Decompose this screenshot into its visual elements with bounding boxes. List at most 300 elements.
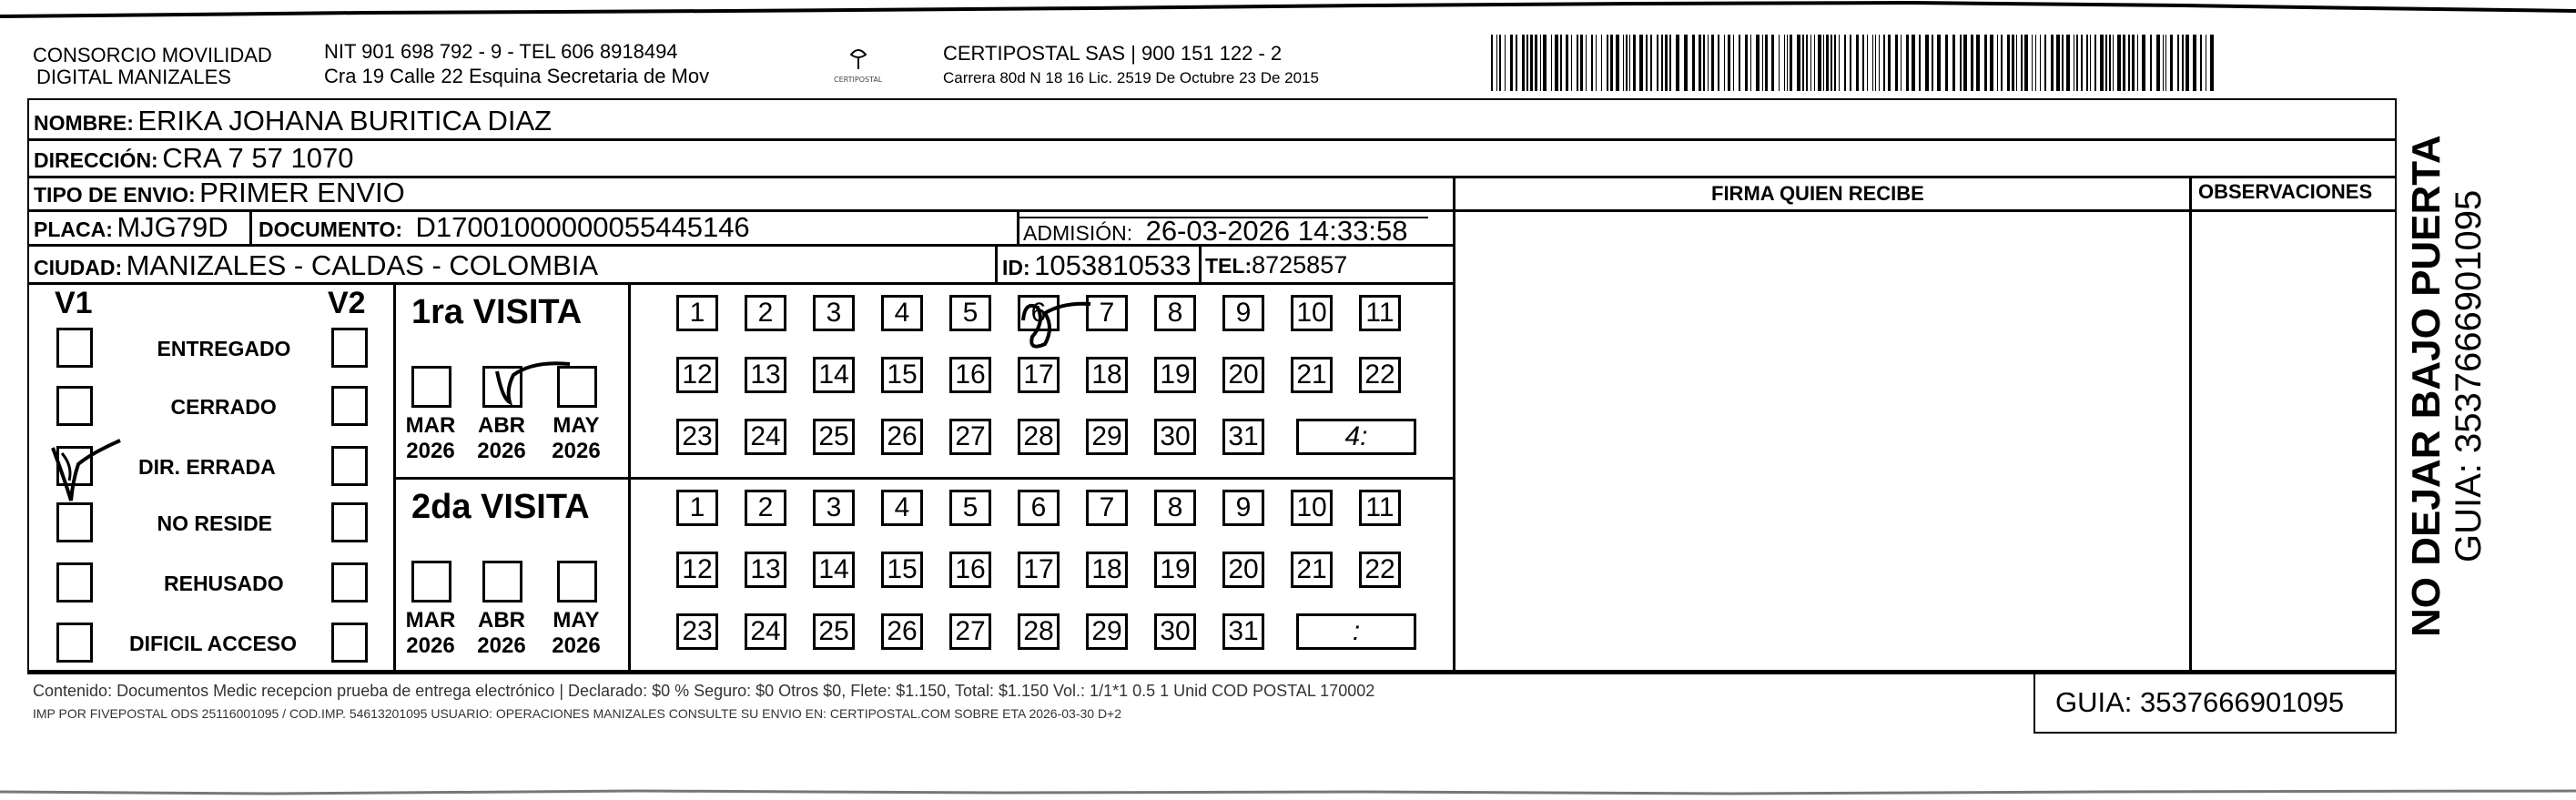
barcode-bar: [1566, 35, 1568, 91]
barcode-bar: [2032, 35, 2033, 91]
first-visit-day-box[interactable]: 12: [676, 357, 718, 393]
admision-value: 26-03-2026 14:33:58: [1145, 215, 1408, 247]
barcode-bar: [2024, 35, 2028, 91]
v2-label: V2: [328, 286, 366, 320]
first-visit-title: 1ra VISITA: [411, 293, 583, 331]
first-visit-day-box[interactable]: 6: [1018, 295, 1060, 331]
barcode-bar: [1522, 35, 1525, 91]
barcode-bar: [1555, 35, 1558, 91]
barcode-bar: [1505, 35, 1506, 91]
barcode-bar: [2016, 35, 2017, 91]
barcode-bar: [1834, 35, 1836, 91]
barcode-bar: [1639, 35, 1643, 91]
barcode-bar: [1850, 35, 1851, 91]
second-visit-day-box[interactable]: 8: [1154, 490, 1196, 526]
barcode-bar: [1919, 35, 1921, 91]
second-visit-day-box[interactable]: 29: [1086, 613, 1128, 650]
first-visit-day-box[interactable]: 11: [1359, 295, 1401, 331]
first-visit-day-box[interactable]: 8: [1154, 295, 1196, 331]
divider: [249, 209, 252, 244]
admision-row: [1023, 217, 1407, 245]
month-name: MAY: [553, 608, 600, 633]
address-text: Cra 19 Calle 22 Esquina Secretaria de Mov: [324, 65, 710, 87]
tel-row: [1205, 253, 1347, 278]
barcode-bar: [1535, 35, 1537, 91]
barcode-bar: [1516, 35, 1517, 91]
barcode-bar: [1607, 35, 1608, 91]
status-label: REHUSADO: [164, 572, 284, 595]
barcode-bar: [1526, 35, 1528, 91]
first-visit-month-label: [401, 413, 461, 464]
carrier-text: CERTIPOSTAL SAS | 900 151 122 - 2: [943, 42, 1283, 65]
status-label: DIR. ERRADA: [138, 455, 276, 479]
barcode-bar: [2007, 35, 2010, 91]
barcode-bar: [1872, 35, 1873, 91]
barcode-bar: [2105, 35, 2107, 91]
barcode-bar: [1971, 35, 1973, 91]
barcode-bar: [1765, 35, 1768, 91]
first-visit-time-box[interactable]: 4:: [1296, 419, 1416, 455]
documento-label: DOCUMENTO:: [259, 218, 403, 241]
month-year: 2026: [406, 439, 455, 463]
barcode-bar: [2200, 35, 2202, 91]
second-visit-month-label: [472, 608, 532, 659]
barcode-bar: [2182, 35, 2184, 91]
v1-checkbox-1[interactable]: [56, 328, 93, 368]
certipostal-logo: [827, 42, 890, 86]
barcode-bar: [2128, 35, 2130, 91]
footer-guia: GUIA: 3537666901095: [2055, 686, 2345, 718]
barcode-bar: [1626, 35, 1628, 91]
barcode-bar: [1901, 35, 1902, 91]
barcode-bar: [1937, 35, 1941, 91]
barcode-bar: [1839, 35, 1840, 91]
barcode-bar: [2193, 35, 2196, 91]
barcode-bar: [1510, 35, 1513, 91]
barcode-bar: [1633, 35, 1636, 91]
barcode-bar: [1571, 35, 1572, 91]
barcode-bar: [1699, 35, 1701, 91]
second-visit-day-box[interactable]: 7: [1086, 490, 1128, 526]
barcode-bar: [1724, 35, 1725, 91]
barcode-bar: [1826, 35, 1829, 91]
second-visit-month-label: [401, 608, 461, 659]
month-year: 2026: [477, 633, 526, 658]
barcode-bar: [1739, 35, 1740, 91]
nombre-row: [34, 106, 552, 135]
first-visit-day-box[interactable]: 31: [1222, 419, 1264, 455]
first-visit-day-box[interactable]: 3: [813, 295, 855, 331]
second-visit-day-box[interactable]: 16: [949, 552, 991, 588]
barcode-bar: [1814, 35, 1815, 91]
second-visit-day-box[interactable]: 1: [676, 490, 718, 526]
barcode-bar: [1750, 35, 1751, 91]
barcode-bar: [1823, 35, 1824, 91]
barcode-bar: [1756, 35, 1760, 91]
barcode-bar: [2113, 35, 2114, 91]
second-visit-day-box[interactable]: 19: [1154, 552, 1196, 588]
second-visit-day-box[interactable]: 2: [745, 490, 786, 526]
barcode-bar: [2044, 35, 2046, 91]
barcode-bar: [1895, 35, 1898, 91]
barcode-bar: [2081, 35, 2083, 91]
barcode-bar: [1610, 35, 1613, 91]
barcode-bar: [1586, 35, 1587, 91]
divider: [393, 477, 1455, 480]
first-visit-day-box[interactable]: 15: [881, 357, 923, 393]
barcode-bar: [1543, 35, 1547, 91]
svg-text:CERTIPOSTAL: CERTIPOSTAL: [834, 76, 883, 84]
second-visit-time-box[interactable]: :: [1296, 613, 1416, 650]
barcode-bar: [1499, 35, 1501, 91]
barcode-bar: [2150, 35, 2152, 91]
barcode-bar: [1692, 35, 1695, 91]
barcode-bar: [2210, 35, 2214, 91]
documento-row: [259, 213, 750, 241]
month-name: ABR: [478, 413, 525, 438]
barcode-bar: [1530, 35, 1533, 91]
barcode-bar: [2123, 35, 2125, 91]
first-visit-month-checkbox-1[interactable]: [411, 366, 451, 408]
barcode-bar: [2035, 35, 2036, 91]
torn-edge: [0, 0, 2576, 20]
direccion-label: DIRECCIÓN:: [34, 148, 158, 172]
first-visit-day-box[interactable]: 16: [949, 357, 991, 393]
second-visit-day-box[interactable]: 4: [881, 490, 923, 526]
barcode-bar: [1577, 35, 1578, 91]
barcode-bar: [2177, 35, 2179, 91]
divider: [995, 244, 998, 282]
barcode-bar: [2090, 35, 2091, 91]
ciudad-label: CIUDAD:: [34, 256, 123, 279]
barcode-bar: [1616, 35, 1619, 91]
second-visit-day-box[interactable]: 22: [1359, 552, 1401, 588]
month-name: MAR: [405, 608, 456, 633]
second-visit-day-box[interactable]: 20: [1222, 552, 1264, 588]
barcode-bar: [1650, 35, 1652, 91]
v1-checkbox-5[interactable]: [56, 562, 93, 603]
barcode-bar: [1797, 35, 1800, 91]
barcode-bar: [1580, 35, 1583, 91]
barcode-bar: [1601, 35, 1602, 91]
second-visit-day-box[interactable]: 31: [1222, 613, 1264, 650]
barcode-bar: [1875, 35, 1876, 91]
placa-row: [34, 213, 228, 241]
v2-checkbox-1[interactable]: [331, 328, 368, 368]
consortium-line-2: DIGITAL MANIZALES: [36, 66, 231, 88]
v2-checkbox-3[interactable]: [331, 446, 368, 486]
barcode-bar: [1990, 35, 1993, 91]
month-name: ABR: [478, 608, 525, 633]
barcode-bar: [2132, 35, 2135, 91]
barcode-bar: [2076, 35, 2078, 91]
first-visit-day-box[interactable]: 26: [881, 419, 923, 455]
first-visit-day-box[interactable]: 18: [1086, 357, 1128, 393]
first-visit-day-box[interactable]: 5: [949, 295, 991, 331]
second-visit-month-checkbox-3[interactable]: [557, 561, 597, 603]
barcode-bar: [2163, 35, 2164, 91]
barcode-bar: [2094, 35, 2096, 91]
second-visit-day-box[interactable]: 24: [745, 613, 786, 650]
second-visit-day-box[interactable]: 23: [676, 613, 718, 650]
no-dejar-warning: NO DEJAR BAJO PUERTA: [2404, 135, 2449, 637]
barcode-bar: [1787, 35, 1788, 91]
first-visit-day-box[interactable]: 14: [813, 357, 855, 393]
second-visit-day-box[interactable]: 11: [1359, 490, 1401, 526]
barcode-bar: [1496, 35, 1497, 91]
status-label: NO RESIDE: [157, 511, 273, 535]
barcode-bar: [1623, 35, 1624, 91]
side-guia: GUIA: 3537666901095: [2449, 189, 2489, 562]
barcode-bar: [1906, 35, 1909, 91]
barcode-bar: [1684, 35, 1688, 91]
id-row: [1002, 251, 1192, 279]
first-visit-day-box[interactable]: 13: [745, 357, 786, 393]
divider: [2189, 176, 2192, 672]
second-visit-day-box[interactable]: 14: [813, 552, 855, 588]
second-visit-day-box[interactable]: 21: [1291, 552, 1333, 588]
handwritten-day-mark: [1018, 291, 1100, 357]
barcode-bar: [1718, 35, 1719, 91]
barcode-bar: [2012, 35, 2014, 91]
v1-checkbox-6[interactable]: [56, 623, 93, 663]
month-year: 2026: [552, 439, 601, 463]
barcode-bar: [1669, 35, 1671, 91]
barcode-bar: [2117, 35, 2121, 91]
first-visit-day-box[interactable]: 10: [1291, 295, 1333, 331]
barcode-bar: [1806, 35, 1808, 91]
tipo-label: TIPO DE ENVIO:: [34, 183, 196, 207]
ciudad-row: [34, 251, 598, 279]
first-visit-day-box[interactable]: 7: [1086, 295, 1128, 331]
id-value: 1053810533: [1034, 249, 1192, 281]
barcode-bar: [1733, 35, 1734, 91]
barcode-bar: [2137, 35, 2138, 91]
barcode-bar: [1728, 35, 1730, 91]
carrier-address: Carrera 80d N 18 16 Lic. 2519 De Octubre 23 De 2015: [943, 69, 1319, 86]
torn-edge: [0, 755, 2576, 795]
second-visit-title: 2da VISITA: [411, 488, 590, 526]
first-visit-day-box[interactable]: 1: [676, 295, 718, 331]
second-visit-day-box[interactable]: 17: [1018, 552, 1060, 588]
second-visit-month-checkbox-1[interactable]: [411, 561, 451, 603]
status-label: CERRADO: [170, 395, 277, 419]
second-visit-day-box[interactable]: 15: [881, 552, 923, 588]
barcode-bar: [1810, 35, 1811, 91]
first-visit-day-box[interactable]: 4: [881, 295, 923, 331]
second-visit-month-checkbox-2[interactable]: [482, 561, 522, 603]
barcode-bar: [1596, 35, 1597, 91]
status-label: DIFICIL ACCESO: [129, 632, 298, 655]
barcode-bar: [1657, 35, 1658, 91]
second-visit-day-box[interactable]: 10: [1291, 490, 1333, 526]
tel-label: TEL:: [1205, 254, 1253, 278]
month-year: 2026: [406, 633, 455, 658]
barcode-bar: [1984, 35, 1987, 91]
first-visit-day-box[interactable]: 29: [1086, 419, 1128, 455]
barcode-bar: [2001, 35, 2003, 91]
first-visit-day-box[interactable]: 20: [1222, 357, 1264, 393]
month-name: MAR: [405, 413, 456, 438]
first-visit-day-box[interactable]: 28: [1018, 419, 1060, 455]
placa-value: MJG79D: [117, 211, 228, 243]
barcode-bar: [1540, 35, 1541, 91]
divider: [1455, 209, 2397, 212]
second-visit-day-box[interactable]: 27: [949, 613, 991, 650]
barcode-bar: [1862, 35, 1864, 91]
handwritten-checkmark: [46, 435, 127, 508]
barcode-bar: [1665, 35, 1668, 91]
direccion-row: [34, 144, 353, 172]
v2-checkbox-2[interactable]: [331, 386, 368, 426]
barcode-bar: [1779, 35, 1780, 91]
barcode-bar: [2056, 35, 2060, 91]
second-visit-day-box[interactable]: 3: [813, 490, 855, 526]
barcode-bar: [1976, 35, 1980, 91]
barcode-bar: [1888, 35, 1891, 91]
barcode-bar: [1708, 35, 1709, 91]
barcode-bar: [1491, 35, 1493, 91]
month-name: MAY: [553, 413, 600, 438]
first-visit-day-box[interactable]: 23: [676, 419, 718, 455]
nombre-value: ERIKA JOHANA BURITICA DIAZ: [137, 105, 553, 137]
barcode-bar: [1762, 35, 1763, 91]
barcode-bar: [2165, 35, 2166, 91]
divider: [1453, 176, 1455, 672]
first-visit-month-label: [472, 413, 532, 464]
direccion-value: CRA 7 57 1070: [162, 142, 354, 174]
nit-text: NIT 901 698 792 - 9 - TEL 606 8918494: [324, 40, 678, 63]
second-visit-day-box[interactable]: 26: [881, 613, 923, 650]
barcode-bar: [2156, 35, 2160, 91]
first-visit-day-box[interactable]: 21: [1291, 357, 1333, 393]
month-year: 2026: [552, 633, 601, 658]
barcode-bar: [1818, 35, 1821, 91]
second-visit-day-box[interactable]: 12: [676, 552, 718, 588]
first-visit-day-box[interactable]: 9: [1222, 295, 1264, 331]
barcode-bar: [1867, 35, 1868, 91]
barcode-bar: [1883, 35, 1885, 91]
barcode-bar: [1844, 35, 1846, 91]
barcode-bar: [2142, 35, 2145, 91]
barcode-bar: [1661, 35, 1663, 91]
observaciones-header: OBSERVACIONES: [2198, 180, 2373, 203]
second-visit-day-box[interactable]: 6: [1018, 490, 1060, 526]
v1-checkbox-2[interactable]: [56, 386, 93, 426]
barcode-bar: [1997, 35, 1998, 91]
first-visit-day-box[interactable]: 22: [1359, 357, 1401, 393]
status-label: ENTREGADO: [157, 337, 291, 360]
second-visit-day-box[interactable]: 9: [1222, 490, 1264, 526]
barcode-bar: [1676, 35, 1679, 91]
first-visit-day-box[interactable]: 25: [813, 419, 855, 455]
v1-checkbox-4[interactable]: [56, 502, 93, 542]
barcode-bar: [1963, 35, 1967, 91]
first-visit-day-box[interactable]: 17: [1018, 357, 1060, 393]
barcode-bar: [1646, 35, 1648, 91]
barcode-bar: [2021, 35, 2023, 91]
firma-header: FIRMA QUIEN RECIBE: [1711, 182, 1924, 205]
second-visit-day-box[interactable]: 28: [1018, 613, 1060, 650]
placa-label: PLACA:: [34, 218, 113, 241]
barcode-bar: [1952, 35, 1955, 91]
v2-checkbox-4[interactable]: [331, 502, 368, 542]
barcode-bar: [1945, 35, 1948, 91]
tel-value: 8725857: [1252, 251, 1348, 278]
month-year: 2026: [477, 439, 526, 463]
barcode-bar: [1745, 35, 1748, 91]
second-visit-month-label: [546, 608, 606, 659]
documento-value: D17001000000055445146: [415, 211, 750, 243]
barcode-bar: [1856, 35, 1859, 91]
second-visit-day-box[interactable]: 30: [1154, 613, 1196, 650]
barcode-bar: [1551, 35, 1552, 91]
barcode-bar: [1790, 35, 1792, 91]
barcode-bar: [1784, 35, 1785, 91]
barcode-bar: [1879, 35, 1880, 91]
handwritten-month-mark: [479, 353, 579, 417]
second-visit-day-box[interactable]: 5: [949, 490, 991, 526]
barcode-bar: [2066, 35, 2070, 91]
barcode-bar: [1802, 35, 1804, 91]
first-visit-day-box[interactable]: 19: [1154, 357, 1196, 393]
footer-print-info: IMP POR FIVEPOSTAL ODS 25116001095 / COD.IMP. 54613201095 USUARIO: OPERACIONES MANIZALES CONSULTE SU ENVIO EN: CERTIPOSTAL.COM SOBRE ETA 2026-03-30 D+2: [33, 706, 1122, 721]
ciudad-value: MANIZALES - CALDAS - COLOMBIA: [126, 249, 599, 281]
v1-label: V1: [55, 286, 93, 320]
barcode-bar: [2186, 35, 2189, 91]
first-visit-day-box[interactable]: 2: [745, 295, 786, 331]
barcode-bar: [2109, 35, 2111, 91]
second-visit-day-box[interactable]: 18: [1086, 552, 1128, 588]
barcode-bar: [1960, 35, 1962, 91]
first-visit-month-label: [546, 413, 606, 464]
consortium-line-1: CONSORCIO MOVILIDAD: [33, 44, 272, 66]
barcode-bar: [1711, 35, 1714, 91]
barcode-bar: [1925, 35, 1929, 91]
barcode-bar: [2086, 35, 2088, 91]
footer-contents: Contenido: Documentos Medic recepcion prueba de entrega electrónico | Declarado: $0 % Seguro: $0 Otros $0, Flete: $1.150, Total: $1.150 Vol.: 1/1*1 0.5 1 Unid COD POSTAL 170002: [33, 682, 1375, 700]
barcode-bar: [1831, 35, 1832, 91]
first-visit-day-box[interactable]: 30: [1154, 419, 1196, 455]
admision-label: ADMISIÓN:: [1023, 221, 1133, 245]
barcode-bar: [2100, 35, 2104, 91]
second-visit-day-box[interactable]: 25: [813, 613, 855, 650]
barcode: [1491, 35, 2216, 91]
divider: [27, 138, 2397, 141]
v2-checkbox-6[interactable]: [331, 623, 368, 663]
barcode-bar: [2062, 35, 2064, 91]
barcode-bar: [2051, 35, 2054, 91]
barcode-bar: [1912, 35, 1915, 91]
barcode-bar: [1629, 35, 1630, 91]
v2-checkbox-5[interactable]: [331, 562, 368, 603]
id-label: ID:: [1002, 256, 1030, 279]
tipo-value: PRIMER ENVIO: [199, 177, 405, 208]
first-visit-day-box[interactable]: 27: [949, 419, 991, 455]
barcode-bar: [1703, 35, 1705, 91]
divider: [27, 282, 1455, 285]
barcode-bar: [1771, 35, 1774, 91]
nombre-label: NOMBRE:: [34, 111, 134, 135]
barcode-bar: [2040, 35, 2041, 91]
barcode-bar: [2170, 35, 2173, 91]
second-visit-day-box[interactable]: 13: [745, 552, 786, 588]
first-visit-day-box[interactable]: 24: [745, 419, 786, 455]
tipo-row: [34, 178, 405, 207]
barcode-bar: [1591, 35, 1593, 91]
divider: [1199, 244, 1202, 282]
barcode-bar: [1560, 35, 1562, 91]
